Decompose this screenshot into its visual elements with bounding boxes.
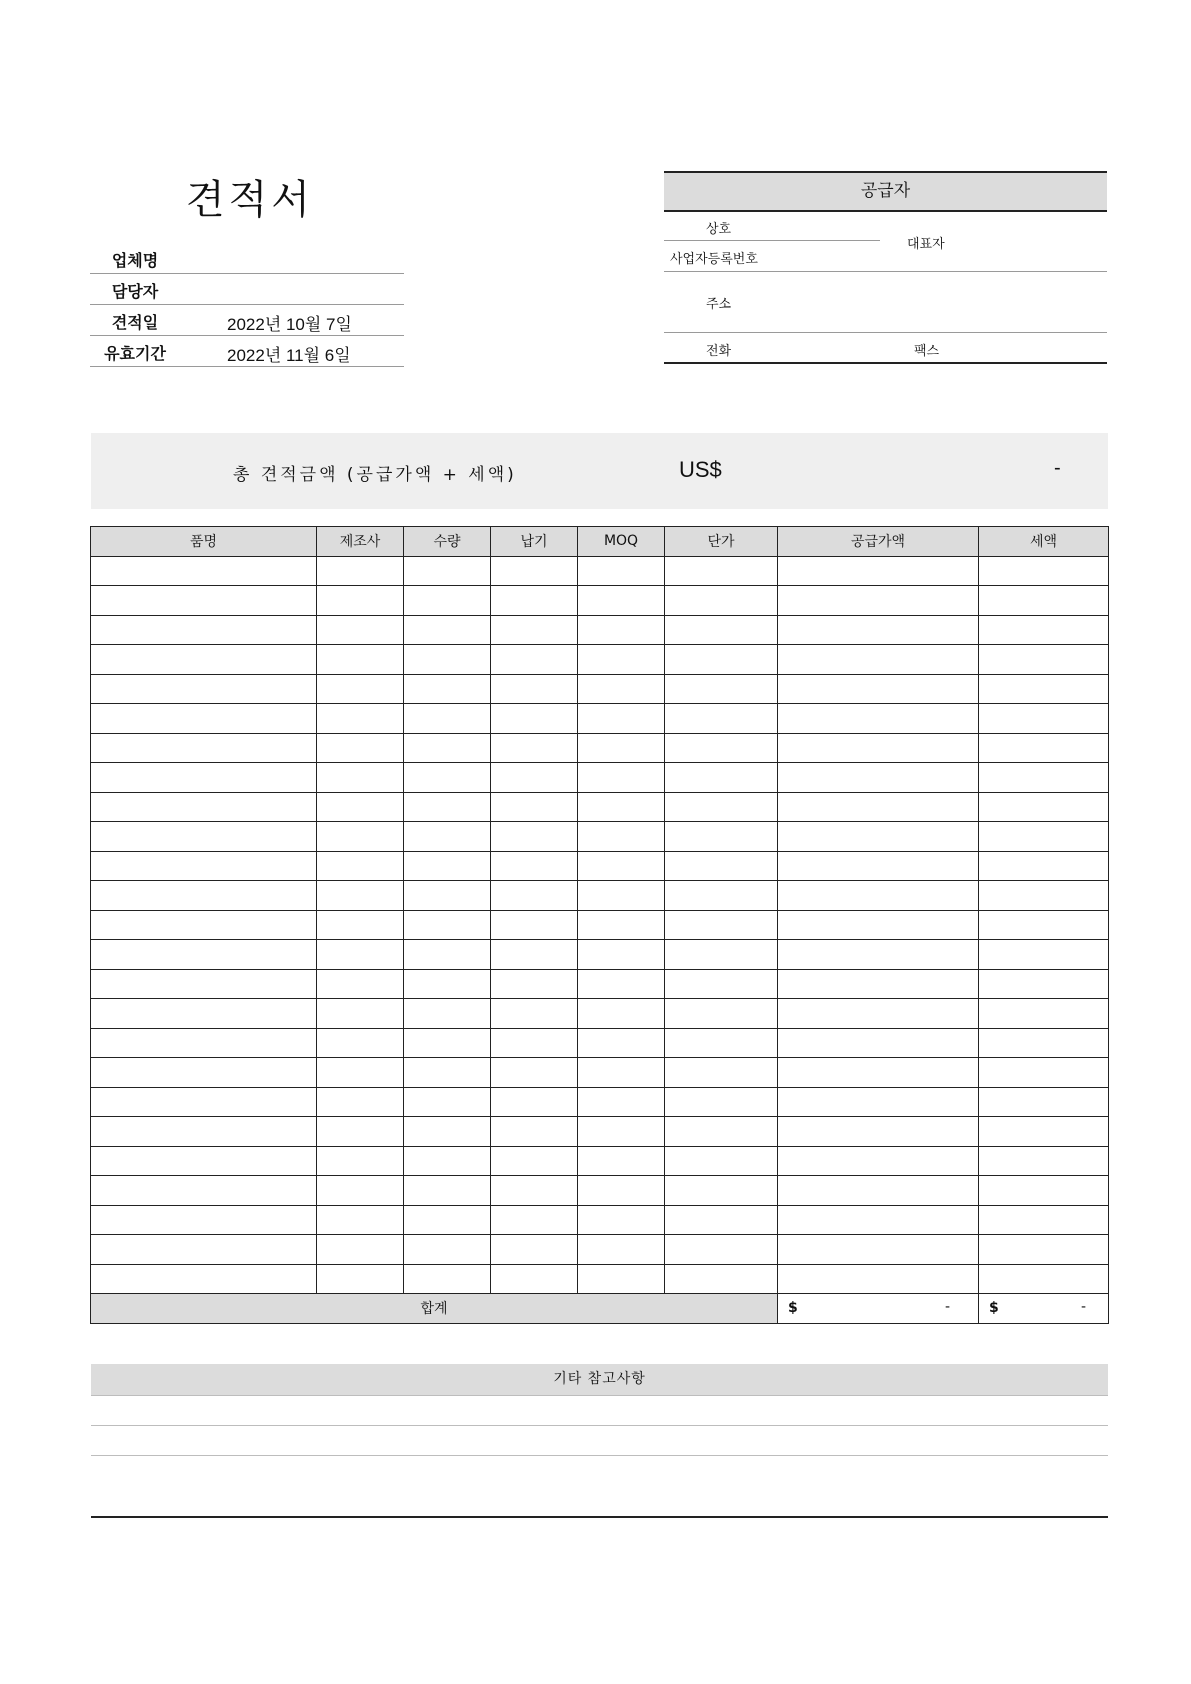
- note-line[interactable]: [91, 1455, 1108, 1456]
- total-amount-box: [91, 433, 1108, 509]
- table-cell[interactable]: [317, 1087, 404, 1117]
- table-cell[interactable]: [979, 1058, 1109, 1088]
- table-cell[interactable]: [979, 763, 1109, 793]
- table-cell[interactable]: [404, 1235, 491, 1265]
- quote-date-value[interactable]: 2022년 10월 7일: [227, 315, 352, 334]
- table-cell[interactable]: [778, 556, 979, 586]
- table-cell[interactable]: [491, 1087, 578, 1117]
- table-cell[interactable]: [665, 1117, 778, 1147]
- col-header-qty: 수량: [404, 527, 491, 557]
- table-cell[interactable]: [317, 674, 404, 704]
- table-row: [91, 1264, 1109, 1294]
- table-cell[interactable]: [491, 1264, 578, 1294]
- table-cell[interactable]: [578, 999, 665, 1029]
- table-cell[interactable]: [317, 1176, 404, 1206]
- sum-row: [91, 1294, 1109, 1324]
- col-header-delivery: 납기: [491, 527, 578, 557]
- table-row: [91, 1205, 1109, 1235]
- table-cell[interactable]: [491, 1028, 578, 1058]
- table-cell[interactable]: [491, 1146, 578, 1176]
- table-row: [91, 1117, 1109, 1147]
- table-cell[interactable]: [404, 586, 491, 616]
- table-cell[interactable]: [665, 556, 778, 586]
- table-cell[interactable]: [491, 704, 578, 734]
- table-cell[interactable]: [91, 1176, 317, 1206]
- table-cell[interactable]: [91, 881, 317, 911]
- table-cell[interactable]: [778, 1028, 979, 1058]
- table-cell[interactable]: [979, 1028, 1109, 1058]
- table-row: [91, 999, 1109, 1029]
- table-cell[interactable]: [979, 999, 1109, 1029]
- table-row: [91, 1058, 1109, 1088]
- total-amount-value: -: [1054, 457, 1061, 479]
- table-cell[interactable]: [979, 556, 1109, 586]
- table-cell[interactable]: [665, 910, 778, 940]
- table-cell[interactable]: [778, 1146, 979, 1176]
- table-cell[interactable]: [404, 1176, 491, 1206]
- table-cell[interactable]: [979, 645, 1109, 675]
- table-cell[interactable]: [317, 704, 404, 734]
- table-cell[interactable]: [665, 1146, 778, 1176]
- table-cell[interactable]: [491, 1058, 578, 1088]
- table-cell[interactable]: [91, 645, 317, 675]
- supplier-divider: [664, 332, 1107, 333]
- table-cell[interactable]: [778, 733, 979, 763]
- table-cell[interactable]: [404, 881, 491, 911]
- sum-supply-currency: $: [788, 1300, 798, 1316]
- table-cell[interactable]: [665, 1028, 778, 1058]
- table-cell[interactable]: [404, 763, 491, 793]
- table-row: [91, 733, 1109, 763]
- table-row: [91, 1146, 1109, 1176]
- table-cell[interactable]: [317, 763, 404, 793]
- table-cell[interactable]: [317, 645, 404, 675]
- valid-until-value[interactable]: 2022년 11월 6일: [227, 346, 351, 365]
- table-row: [91, 1235, 1109, 1265]
- table-cell[interactable]: [91, 704, 317, 734]
- table-cell[interactable]: [91, 615, 317, 645]
- supplier-company-label: 상호: [706, 222, 732, 237]
- table-cell[interactable]: [578, 822, 665, 852]
- table-cell[interactable]: [91, 733, 317, 763]
- table-cell[interactable]: [979, 615, 1109, 645]
- notes-header: 기타 참고사항: [91, 1364, 1108, 1395]
- table-cell[interactable]: [91, 851, 317, 881]
- table-cell[interactable]: [778, 881, 979, 911]
- table-cell[interactable]: [404, 999, 491, 1029]
- table-cell[interactable]: [578, 733, 665, 763]
- supplier-divider: [664, 271, 1107, 272]
- sum-supply-cell: [778, 1294, 979, 1324]
- table-cell[interactable]: [778, 586, 979, 616]
- table-cell[interactable]: [578, 1058, 665, 1088]
- table-row: [91, 645, 1109, 675]
- table-row: [91, 851, 1109, 881]
- table-cell[interactable]: [491, 733, 578, 763]
- table-cell[interactable]: [665, 704, 778, 734]
- table-cell[interactable]: [665, 645, 778, 675]
- table-cell[interactable]: [91, 999, 317, 1029]
- sum-tax-currency: $: [989, 1300, 999, 1316]
- table-row: [91, 969, 1109, 999]
- table-cell[interactable]: [979, 1235, 1109, 1265]
- table-cell[interactable]: [778, 1176, 979, 1206]
- table-cell[interactable]: [317, 910, 404, 940]
- table-cell[interactable]: [404, 1146, 491, 1176]
- table-cell[interactable]: [979, 1087, 1109, 1117]
- valid-until-label: 유효기간: [104, 344, 166, 363]
- table-cell[interactable]: [778, 851, 979, 881]
- table-cell[interactable]: [404, 674, 491, 704]
- table-cell[interactable]: [979, 704, 1109, 734]
- table-cell[interactable]: [491, 910, 578, 940]
- table-cell[interactable]: [317, 851, 404, 881]
- table-cell[interactable]: [317, 881, 404, 911]
- table-cell[interactable]: [404, 910, 491, 940]
- supplier-bottom-border: [664, 362, 1107, 364]
- supplier-address-label: 주소: [706, 297, 732, 312]
- table-cell[interactable]: [91, 822, 317, 852]
- table-cell[interactable]: [317, 556, 404, 586]
- table-cell[interactable]: [491, 940, 578, 970]
- items-table: [90, 526, 1109, 1324]
- table-cell[interactable]: [317, 1205, 404, 1235]
- table-cell[interactable]: [404, 1028, 491, 1058]
- table-cell[interactable]: [91, 556, 317, 586]
- sum-tax-value: -: [1080, 1299, 1086, 1315]
- table-cell[interactable]: [91, 674, 317, 704]
- table-row: [91, 792, 1109, 822]
- supplier-header: 공급자: [664, 171, 1107, 212]
- table-cell[interactable]: [778, 940, 979, 970]
- client-company-label: 업체명: [111, 251, 159, 270]
- table-row: [91, 881, 1109, 911]
- table-cell[interactable]: [317, 822, 404, 852]
- table-cell[interactable]: [404, 615, 491, 645]
- col-header-moq: MOQ: [578, 527, 665, 557]
- table-cell[interactable]: [578, 615, 665, 645]
- supplier-fax-label: 팩스: [914, 344, 940, 359]
- col-header-tax: 세액: [979, 527, 1109, 557]
- table-row: [91, 674, 1109, 704]
- table-cell[interactable]: [91, 792, 317, 822]
- table-cell[interactable]: [317, 1058, 404, 1088]
- table-cell[interactable]: [778, 1205, 979, 1235]
- table-cell[interactable]: [404, 1205, 491, 1235]
- table-cell[interactable]: [578, 645, 665, 675]
- table-cell[interactable]: [491, 556, 578, 586]
- table-cell[interactable]: [91, 1117, 317, 1147]
- table-cell[interactable]: [91, 586, 317, 616]
- table-cell[interactable]: [665, 733, 778, 763]
- note-line[interactable]: [91, 1516, 1108, 1518]
- table-cell[interactable]: [665, 1176, 778, 1206]
- table-cell[interactable]: [979, 586, 1109, 616]
- table-header-row: [91, 527, 1109, 557]
- table-cell[interactable]: [665, 1205, 778, 1235]
- table-cell[interactable]: [979, 940, 1109, 970]
- table-cell[interactable]: [317, 1028, 404, 1058]
- table-cell[interactable]: [778, 822, 979, 852]
- supplier-rep-label: 대표자: [907, 237, 945, 252]
- table-cell[interactable]: [404, 1087, 491, 1117]
- table-cell[interactable]: [491, 999, 578, 1029]
- table-cell[interactable]: [578, 792, 665, 822]
- table-cell[interactable]: [91, 969, 317, 999]
- client-contact-row: [90, 274, 404, 305]
- table-cell[interactable]: [578, 1146, 665, 1176]
- table-cell[interactable]: [578, 1235, 665, 1265]
- table-cell[interactable]: [317, 1117, 404, 1147]
- table-cell[interactable]: [778, 792, 979, 822]
- table-cell[interactable]: [578, 704, 665, 734]
- table-cell[interactable]: [491, 851, 578, 881]
- table-cell[interactable]: [317, 615, 404, 645]
- table-cell[interactable]: [404, 704, 491, 734]
- table-cell[interactable]: [979, 1205, 1109, 1235]
- col-header-unit-price: 단가: [665, 527, 778, 557]
- table-cell[interactable]: [665, 881, 778, 911]
- table-cell[interactable]: [491, 881, 578, 911]
- table-cell[interactable]: [491, 792, 578, 822]
- table-row: [91, 940, 1109, 970]
- table-cell[interactable]: [491, 674, 578, 704]
- client-company-row: [90, 243, 404, 274]
- table-row: [91, 556, 1109, 586]
- table-cell[interactable]: [665, 1264, 778, 1294]
- table-cell[interactable]: [578, 674, 665, 704]
- table-cell[interactable]: [665, 1087, 778, 1117]
- table-cell[interactable]: [778, 969, 979, 999]
- table-cell[interactable]: [404, 1058, 491, 1088]
- table-cell[interactable]: [665, 969, 778, 999]
- table-cell[interactable]: [317, 733, 404, 763]
- table-cell[interactable]: [491, 1235, 578, 1265]
- supplier-phone-label: 전화: [706, 344, 732, 359]
- document-title: 견적서: [186, 177, 314, 223]
- col-header-item: 품명: [91, 527, 317, 557]
- table-cell[interactable]: [491, 822, 578, 852]
- table-cell[interactable]: [979, 1176, 1109, 1206]
- supplier-reg-label: 사업자등록번호: [670, 252, 758, 267]
- note-line[interactable]: [91, 1395, 1108, 1396]
- table-cell[interactable]: [578, 940, 665, 970]
- table-cell[interactable]: [491, 645, 578, 675]
- table-cell[interactable]: [979, 674, 1109, 704]
- table-cell[interactable]: [404, 556, 491, 586]
- table-cell[interactable]: [91, 1028, 317, 1058]
- table-cell[interactable]: [979, 881, 1109, 911]
- table-cell[interactable]: [979, 1117, 1109, 1147]
- total-amount-label: 총 견적금액 (공급가액 + 세액): [233, 465, 517, 485]
- table-cell[interactable]: [979, 1264, 1109, 1294]
- table-cell[interactable]: [578, 910, 665, 940]
- table-cell[interactable]: [665, 792, 778, 822]
- table-cell[interactable]: [317, 999, 404, 1029]
- table-cell[interactable]: [317, 969, 404, 999]
- table-cell[interactable]: [491, 969, 578, 999]
- table-cell[interactable]: [578, 969, 665, 999]
- table-cell[interactable]: [578, 556, 665, 586]
- table-cell[interactable]: [778, 999, 979, 1029]
- table-cell[interactable]: [778, 1087, 979, 1117]
- table-cell[interactable]: [317, 1235, 404, 1265]
- table-cell[interactable]: [778, 1058, 979, 1088]
- table-cell[interactable]: [979, 910, 1109, 940]
- table-cell[interactable]: [91, 940, 317, 970]
- table-cell[interactable]: [91, 910, 317, 940]
- table-cell[interactable]: [91, 1205, 317, 1235]
- table-cell[interactable]: [778, 763, 979, 793]
- total-currency: US$: [679, 457, 722, 482]
- table-cell[interactable]: [665, 674, 778, 704]
- table-cell[interactable]: [578, 1205, 665, 1235]
- col-header-maker: 제조사: [317, 527, 404, 557]
- table-cell[interactable]: [979, 822, 1109, 852]
- table-cell[interactable]: [578, 1117, 665, 1147]
- table-cell[interactable]: [491, 586, 578, 616]
- sum-tax-cell: [979, 1294, 1109, 1324]
- table-cell[interactable]: [665, 615, 778, 645]
- table-cell[interactable]: [778, 704, 979, 734]
- quote-date-label: 견적일: [111, 313, 159, 332]
- table-cell[interactable]: [665, 851, 778, 881]
- table-cell[interactable]: [578, 851, 665, 881]
- table-cell[interactable]: [404, 940, 491, 970]
- table-cell[interactable]: [404, 792, 491, 822]
- table-cell[interactable]: [665, 940, 778, 970]
- table-cell[interactable]: [404, 645, 491, 675]
- supplier-divider: [664, 240, 880, 241]
- table-row: [91, 1087, 1109, 1117]
- table-cell[interactable]: [578, 586, 665, 616]
- table-row: [91, 822, 1109, 852]
- table-cell[interactable]: [778, 1117, 979, 1147]
- table-cell[interactable]: [317, 1146, 404, 1176]
- valid-until-row: [90, 336, 404, 367]
- table-cell[interactable]: [91, 1235, 317, 1265]
- table-cell[interactable]: [491, 1205, 578, 1235]
- table-cell[interactable]: [778, 1235, 979, 1265]
- table-cell[interactable]: [778, 645, 979, 675]
- table-cell[interactable]: [578, 1176, 665, 1206]
- table-cell[interactable]: [979, 792, 1109, 822]
- table-row: [91, 704, 1109, 734]
- table-cell[interactable]: [979, 733, 1109, 763]
- table-cell[interactable]: [979, 1146, 1109, 1176]
- table-cell[interactable]: [317, 586, 404, 616]
- table-cell[interactable]: [665, 999, 778, 1029]
- table-cell[interactable]: [578, 763, 665, 793]
- table-cell[interactable]: [404, 851, 491, 881]
- table-row: [91, 763, 1109, 793]
- table-cell[interactable]: [404, 1117, 491, 1147]
- table-row: [91, 615, 1109, 645]
- table-cell[interactable]: [578, 881, 665, 911]
- table-cell[interactable]: [578, 1087, 665, 1117]
- table-cell[interactable]: [778, 1264, 979, 1294]
- table-cell[interactable]: [979, 851, 1109, 881]
- table-cell[interactable]: [491, 1117, 578, 1147]
- table-cell[interactable]: [91, 763, 317, 793]
- table-cell[interactable]: [404, 1264, 491, 1294]
- table-cell[interactable]: [491, 763, 578, 793]
- table-cell[interactable]: [91, 1058, 317, 1088]
- table-cell[interactable]: [578, 1028, 665, 1058]
- table-cell[interactable]: [91, 1264, 317, 1294]
- quote-date-row: [90, 305, 404, 336]
- table-cell[interactable]: [491, 1176, 578, 1206]
- table-row: [91, 1028, 1109, 1058]
- table-cell[interactable]: [665, 586, 778, 616]
- table-row: [91, 586, 1109, 616]
- table-cell[interactable]: [778, 615, 979, 645]
- table-cell[interactable]: [665, 822, 778, 852]
- table-cell[interactable]: [317, 1264, 404, 1294]
- table-row: [91, 910, 1109, 940]
- table-cell[interactable]: [665, 1235, 778, 1265]
- table-cell[interactable]: [778, 674, 979, 704]
- table-cell[interactable]: [404, 733, 491, 763]
- col-header-supply-amount: 공급가액: [778, 527, 979, 557]
- note-line[interactable]: [91, 1425, 1108, 1426]
- sum-supply-value: -: [944, 1299, 950, 1315]
- table-row: [91, 1176, 1109, 1206]
- table-cell[interactable]: [404, 822, 491, 852]
- table-cell[interactable]: [979, 969, 1109, 999]
- table-cell[interactable]: [578, 1264, 665, 1294]
- table-cell[interactable]: [317, 792, 404, 822]
- table-cell[interactable]: [778, 910, 979, 940]
- table-cell[interactable]: [91, 1146, 317, 1176]
- table-cell[interactable]: [491, 615, 578, 645]
- table-cell[interactable]: [91, 1087, 317, 1117]
- table-cell[interactable]: [404, 969, 491, 999]
- sum-label: 합계: [91, 1294, 778, 1324]
- table-cell[interactable]: [317, 940, 404, 970]
- table-cell[interactable]: [665, 1058, 778, 1088]
- table-cell[interactable]: [665, 763, 778, 793]
- client-contact-label: 담당자: [111, 282, 159, 301]
